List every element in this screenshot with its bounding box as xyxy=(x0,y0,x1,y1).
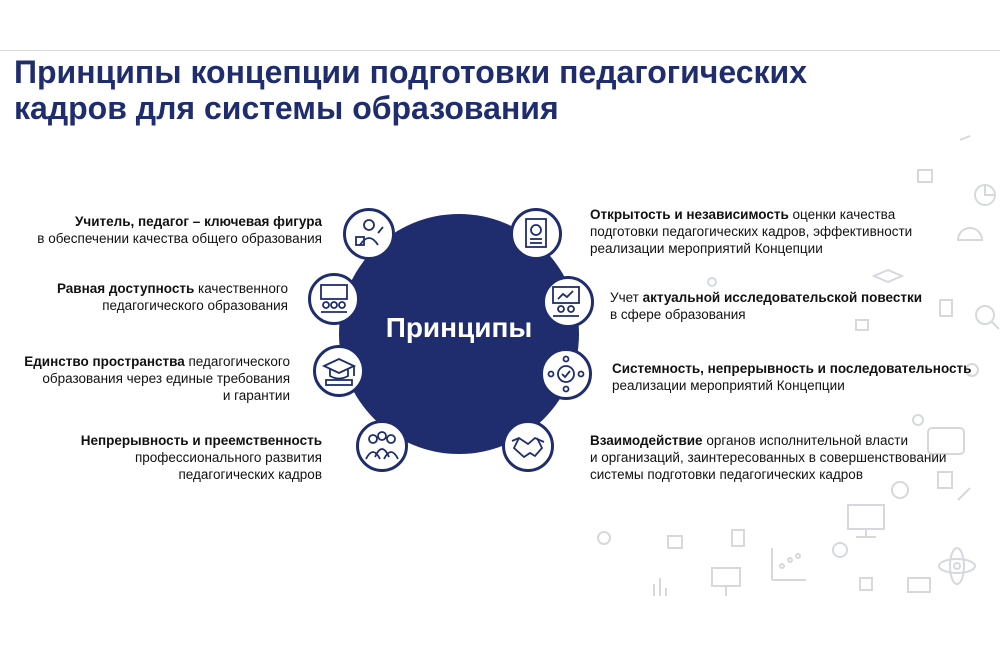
principle-right-2-line2: в сфере образования xyxy=(610,307,746,322)
graduation-cap-deco-icon xyxy=(874,270,902,282)
principle-right-1 xyxy=(590,206,990,257)
scatter-chart-icon xyxy=(772,548,806,580)
principle-right-2-pre: Учет xyxy=(610,290,643,305)
principle-right-4-line3: системы подготовки педагогических кадров xyxy=(590,467,863,482)
principle-right-4 xyxy=(590,432,990,483)
principle-right-1-line2: подготовки педагогических кадров, эффективности xyxy=(590,224,913,239)
server-icon xyxy=(712,568,740,586)
atom-small-icon xyxy=(913,415,923,425)
graduation-cap-icon xyxy=(313,345,365,397)
title-line-2: кадров для системы образования xyxy=(14,90,559,126)
principle-right-4-line1: органов исполнительной власти xyxy=(702,433,909,448)
principle-right-2-bold: актуальной исследовательской повестки xyxy=(642,290,923,305)
principle-right-1-line1: оценки качества xyxy=(788,207,896,222)
principle-left-2-line1: качественного xyxy=(194,281,288,296)
principle-right-3-line2: реализации мероприятий Концепции xyxy=(612,378,845,393)
principle-left-3-line3: и гарантии xyxy=(222,388,290,403)
handshake-icon xyxy=(502,420,554,472)
principle-left-2-bold: Равная доступность xyxy=(56,281,195,296)
principle-left-4-bold: Непрерывность и преемственность xyxy=(80,433,322,448)
formula-icon xyxy=(960,136,970,140)
principle-right-2 xyxy=(610,289,990,323)
monitor-icon xyxy=(848,505,884,529)
network-icon xyxy=(540,348,592,400)
laptop-icon xyxy=(908,578,930,592)
globe-icon xyxy=(892,482,908,498)
cube-icon xyxy=(860,578,872,590)
principle-right-1-line3: реализации мероприятий Концепции xyxy=(590,241,823,256)
principle-right-4-bold: Взаимодействие xyxy=(590,433,703,448)
principle-left-4-line3: педагогических кадров xyxy=(178,467,322,482)
principle-left-3 xyxy=(0,353,290,404)
principle-left-2-line2: педагогического образования xyxy=(102,298,288,313)
calendar-icon xyxy=(918,170,932,182)
presentation-icon xyxy=(542,276,594,328)
principle-left-4 xyxy=(0,432,322,483)
principle-right-4-line2: и организаций, заинтересованных в совершенствовании xyxy=(590,450,947,465)
clipboard-icon xyxy=(732,530,744,546)
principle-left-3-line2: образования через единые требования xyxy=(42,371,290,386)
teacher-icon xyxy=(343,208,395,260)
principle-left-2 xyxy=(0,280,288,314)
people-group-icon xyxy=(356,420,408,472)
wifi-icon xyxy=(708,278,716,286)
principle-left-1 xyxy=(0,213,322,247)
principle-right-3-bold: Системность, непрерывность и последовательность xyxy=(612,361,972,376)
certificate-icon xyxy=(510,208,562,260)
principle-left-3-bold: Единство пространства xyxy=(24,354,185,369)
gear-icon xyxy=(598,532,610,544)
bar-chart-icon xyxy=(654,578,666,596)
atom-icon xyxy=(939,559,975,573)
principle-left-1-bold: Учитель, педагог – ключевая фигура xyxy=(74,214,322,229)
principle-right-1-bold: Открытость и независимость xyxy=(590,207,789,222)
title-line-1: Принципы концепции подготовки педагогических xyxy=(14,54,807,90)
principle-left-3-line1: педагогического xyxy=(184,354,290,369)
pencil-icon xyxy=(958,488,970,500)
video-icon xyxy=(668,536,682,548)
principle-left-1-line2: в обеспечении качества общего образования xyxy=(37,231,322,246)
clock-icon xyxy=(833,543,847,557)
classroom-icon xyxy=(308,273,360,325)
principle-left-4-line2: профессионального развития xyxy=(134,450,322,465)
center-label: Принципы xyxy=(385,312,533,343)
principle-right-3 xyxy=(612,360,1000,394)
